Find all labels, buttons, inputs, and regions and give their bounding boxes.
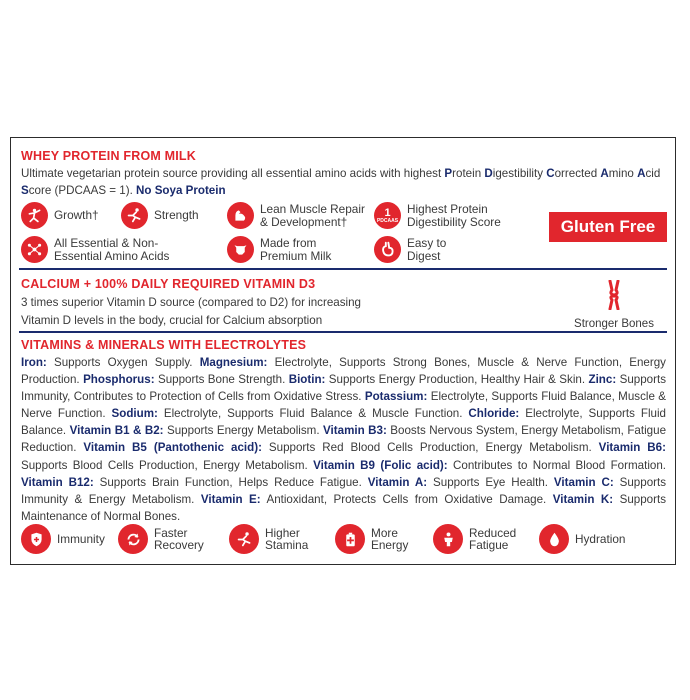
feature-label: Highest Protein Digestibility Score [407, 202, 501, 229]
gluten-free-badge: Gluten Free [549, 212, 667, 242]
vitamins-heading: VITAMINS & MINERALS WITH ELECTROLYTES [21, 338, 307, 352]
description-text: cid [645, 167, 661, 180]
nutrient-benefit: Supports Energy Metabolism. [163, 424, 324, 438]
description-text: orrected [554, 167, 601, 180]
nutrient-benefit: Supports Bone Strength. [154, 373, 289, 387]
cow-icon [227, 236, 254, 263]
nutrient-benefit: Supports Immunity & Energy Metabolism. [21, 475, 667, 506]
benefit-label: Higher Stamina [265, 525, 309, 552]
nutrient-benefit: Electrolyte, Supports Fluid Balance. [21, 407, 666, 438]
feature-growth [21, 202, 99, 229]
description-text: rotein [452, 167, 485, 180]
calcium-line-2: Vitamin D levels in the body, crucial for Calcium absorption [21, 314, 323, 327]
nutrient-name: Vitamin C: [553, 475, 614, 489]
nutrient-benefit: Antioxidant, Protects Cells from Oxidative Damage. [260, 492, 553, 506]
nutrient-name: Phosphorus: [83, 373, 155, 387]
emphasis-text: No Soya Protein [136, 184, 226, 197]
nutrient-benefit: Supports Maintenance of Normal Bones. [21, 492, 666, 523]
pdcaas-badge-number: 1 [384, 206, 391, 219]
feature-premium-milk [227, 236, 331, 263]
nutrient-benefit: Supports Red Blood Cells Production, Energy Metabolism. [261, 441, 599, 455]
running-icon [229, 524, 259, 554]
feature-strength [121, 202, 199, 229]
nutrient-name: Potassium: [364, 390, 428, 404]
nutrition-info-panel [10, 137, 676, 565]
benefit-label: More Energy [371, 525, 409, 552]
whey-description [21, 165, 671, 199]
body-icon [433, 524, 463, 554]
benefit-faster-recovery [118, 524, 204, 554]
feature-label: Growth† [54, 208, 99, 223]
nutrient-name: Vitamin E: [200, 492, 261, 506]
nutrient-benefit: Supports Eye Health. [427, 475, 554, 489]
stronger-bones-label: Stronger Bones [574, 318, 654, 330]
nutrient-benefit: Electrolyte, Supports Fluid Balance & Muscle Function. [157, 407, 469, 421]
benefit-reduced-fatigue [433, 524, 516, 554]
feature-pdcaas [374, 202, 501, 229]
nutrient-benefit: Electrolyte, Supports Strong Bones, Muscle & Nerve Function, Energy Production. [21, 356, 666, 387]
nutrient-benefit: Supports Blood Cells Production, Energy Metabolism. [21, 458, 314, 472]
description-text: igestibility [492, 167, 547, 180]
growth-icon [21, 202, 48, 229]
pdcaas-badge-icon [374, 202, 401, 229]
emphasis-text: C [546, 167, 555, 180]
benefit-immunity [21, 524, 105, 554]
feature-lean-muscle [227, 202, 365, 229]
stronger-bones-feature [564, 280, 664, 330]
benefit-label: Hydration [575, 531, 626, 546]
shield-icon [21, 524, 51, 554]
whey-heading: WHEY PROTEIN FROM MILK [21, 149, 196, 163]
emphasis-text: D [484, 167, 493, 180]
nutrient-name: Sodium: [111, 407, 158, 421]
nutrient-benefit: Electrolyte, Supports Fluid Balance, Muscle & Nerve Function. [21, 390, 666, 421]
calcium-heading: CALCIUM + 100% DAILY REQUIRED VITAMIN D3 [21, 277, 316, 291]
section-divider [19, 331, 667, 333]
battery-icon [335, 524, 365, 554]
nutrient-name: Zinc: [588, 373, 617, 387]
emphasis-text: P [444, 167, 453, 180]
nutrient-benefit: Supports Oxygen Supply. [46, 356, 200, 369]
nutrient-name: Vitamin B9 (Folic acid): [313, 458, 448, 472]
benefit-hydration [539, 524, 626, 554]
pdcaas-badge-text: PDCAAS [376, 217, 399, 224]
nutrient-benefit: Boosts Nervous System, Energy Metabolism, Fatigue Reduction. [21, 424, 667, 455]
drop-icon [539, 524, 569, 554]
benefit-label: Immunity [57, 531, 105, 546]
recovery-arrows-icon [118, 524, 148, 554]
nutrient-name: Vitamin B3: [323, 424, 387, 438]
description-text: Ultimate vegetarian protein source providing all essential amino acids with highest [21, 167, 445, 180]
nutrient-name: Magnesium: [199, 356, 268, 369]
benefit-label: Reduced Fatigue [469, 525, 517, 552]
stomach-icon [374, 236, 401, 263]
feature-label: Easy to Digest [407, 236, 447, 263]
bone-joint-icon [599, 280, 629, 310]
molecule-icon [21, 236, 48, 263]
nutrient-name: Vitamin B12: [21, 475, 94, 489]
nutrient-name: Vitamin A: [367, 475, 428, 489]
nutrient-benefit: Supports Brain Function, Helps Reduce Fatigue. [93, 475, 368, 489]
calcium-line-1: 3 times superior Vitamin D source (compared to D2) for increasing [21, 296, 362, 309]
muscle-icon [227, 202, 254, 229]
nutrient-name: Vitamin B1 & B2: [69, 424, 164, 438]
nutrient-name: Vitamin B5 (Pantothenic acid): [83, 441, 262, 455]
nutrient-benefit: Contributes to Normal Blood Formation. [447, 458, 667, 472]
section-divider [19, 268, 667, 270]
feature-label: Made from Premium Milk [260, 236, 332, 263]
nutrient-name: Vitamin K: [552, 492, 614, 506]
feature-amino-acids [21, 236, 169, 263]
nutrient-name: Vitamin B6: [598, 441, 666, 455]
nutrient-name: Biotin: [288, 373, 326, 387]
feature-label: Lean Muscle Repair & Development† [260, 202, 365, 229]
benefit-more-energy [335, 524, 408, 554]
benefit-higher-stamina [229, 524, 308, 554]
nutrient-name: Iron: [21, 356, 47, 369]
nutrient-benefit: Supports Energy Production, Healthy Hair & Skin. [325, 373, 589, 387]
vitamins-description [21, 354, 666, 525]
emphasis-text: S [21, 184, 29, 197]
description-text: core (PDCAAS = 1). [28, 184, 137, 197]
nutrient-name: Chloride: [468, 407, 520, 421]
emphasis-text: A [600, 167, 609, 180]
nutrient-benefit: Supports Immunity, Contributes to Protection of Cells from Oxidative Stress. [21, 373, 666, 404]
benefit-label: Faster Recovery [154, 525, 204, 552]
feature-label: All Essential & Non- Essential Amino Acids [54, 236, 170, 263]
emphasis-text: A [637, 167, 646, 180]
description-text: mino [608, 167, 638, 180]
feature-easy-digest [374, 236, 446, 263]
strength-icon [121, 202, 148, 229]
feature-label: Strength [154, 208, 199, 223]
